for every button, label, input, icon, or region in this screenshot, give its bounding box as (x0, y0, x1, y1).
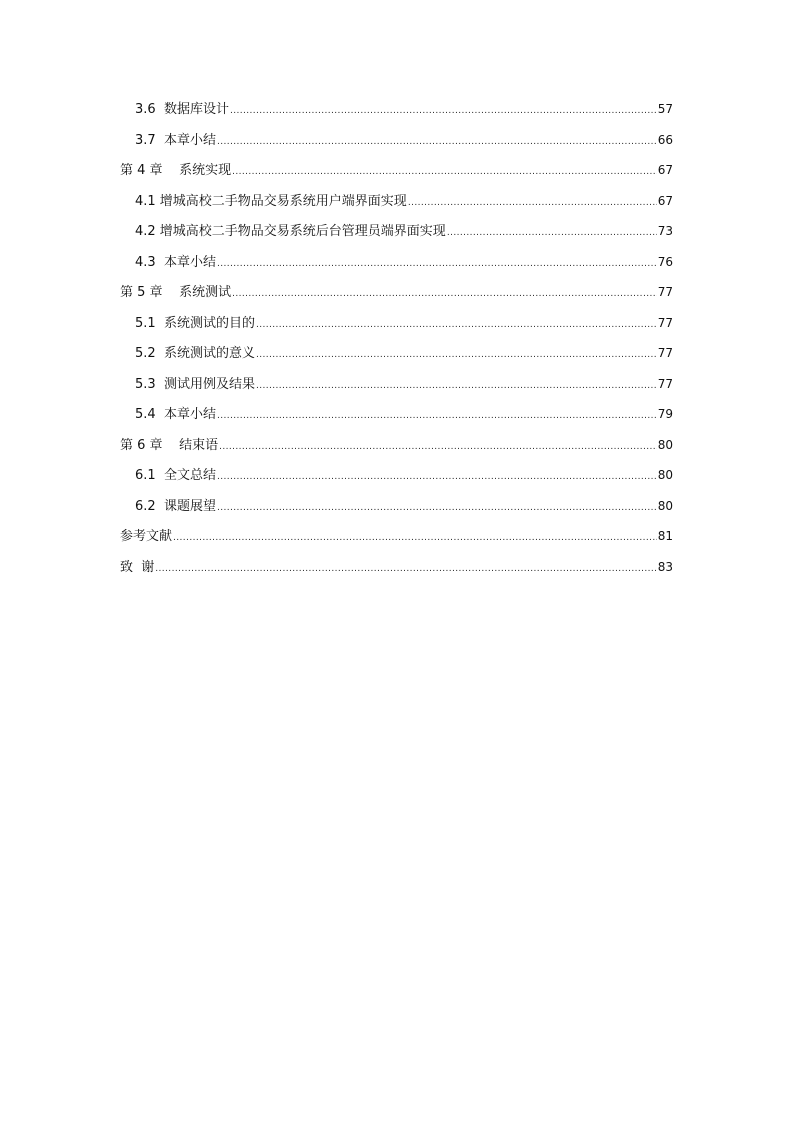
toc-page-number: 66 (657, 132, 673, 147)
toc-entry-acknowledgements[interactable] (120, 552, 673, 583)
toc-page-number: 77 (657, 285, 673, 299)
toc-entry-3-7[interactable] (120, 125, 673, 156)
toc-page-number: 77 (657, 376, 673, 391)
toc-entry-label: 3.6 数据库设计 (135, 102, 229, 117)
toc-page-number: 73 (657, 224, 673, 238)
toc-entry-label: 4.2 增城高校二手物品交易系统后台管理员端界面实现 (135, 224, 446, 239)
toc-dot-leader (232, 279, 657, 310)
toc-page-number: 67 (657, 193, 673, 208)
toc-dot-leader (256, 340, 657, 371)
toc-page-number: 76 (657, 254, 673, 269)
toc-entry-label: 5.4 本章小结 (135, 407, 216, 422)
toc-entry-4-2[interactable] (120, 216, 673, 247)
toc-entry-5-3[interactable] (120, 369, 673, 400)
toc-entry-6-1[interactable] (120, 460, 673, 491)
toc-entry-5-2[interactable] (120, 338, 673, 369)
toc-dot-leader (447, 218, 657, 249)
toc-page-number: 81 (657, 529, 673, 543)
toc-entry-label: 5.1 系统测试的目的 (135, 315, 255, 331)
toc-dot-leader (256, 310, 657, 341)
toc-entry-references[interactable] (120, 521, 673, 552)
toc-page-number: 67 (657, 163, 673, 177)
toc-dot-leader (217, 127, 657, 158)
toc-entry-chapter-6[interactable] (120, 430, 673, 461)
toc-entry-4-1[interactable] (120, 186, 673, 217)
toc-dot-leader (217, 401, 657, 432)
toc-entry-4-3[interactable] (120, 247, 673, 278)
toc-entry-label: 5.2 系统测试的意义 (135, 346, 255, 361)
toc-dot-leader (217, 249, 657, 280)
toc-page-number: 79 (657, 407, 673, 421)
toc-page-number: 57 (657, 102, 673, 116)
toc-entry-label: 致 谢 (120, 559, 155, 575)
toc-entry-label: 6.1 全文总结 (135, 468, 216, 483)
toc-entry-5-4[interactable] (120, 399, 673, 430)
toc-entry-label: 4.1 增城高校二手物品交易系统用户端界面实现 (135, 193, 407, 209)
toc-entry-label: 第 4 章 系统实现 (120, 163, 232, 178)
toc-entry-label: 6.2 课题展望 (135, 498, 216, 514)
toc-dot-leader (217, 493, 657, 524)
toc-dot-leader (230, 96, 657, 127)
toc-page-number: 80 (657, 468, 673, 482)
toc-entry-label: 4.3 本章小结 (135, 254, 216, 270)
toc-dot-leader (217, 462, 657, 493)
toc-dot-leader (256, 371, 657, 402)
toc-dot-leader (173, 523, 657, 554)
toc-entry-chapter-4[interactable] (120, 155, 673, 186)
toc-entry-5-1[interactable] (120, 308, 673, 339)
toc-page-number: 80 (657, 498, 673, 513)
toc-entry-chapter-5[interactable] (120, 277, 673, 308)
toc-dot-leader (155, 554, 656, 585)
toc-page-number: 77 (657, 346, 673, 360)
toc-entry-label: 参考文献 (120, 529, 173, 544)
toc-entry-3-6[interactable] (120, 94, 673, 125)
toc-page-number: 80 (657, 437, 673, 452)
toc-page-number: 77 (657, 315, 673, 330)
toc-entry-6-2[interactable] (120, 491, 673, 522)
toc-dot-leader (219, 432, 657, 463)
toc-entry-label: 第 5 章 系统测试 (120, 285, 232, 300)
toc-entry-label: 第 6 章 结束语 (120, 437, 219, 453)
toc-page-number: 83 (657, 559, 673, 574)
table-of-contents (120, 94, 673, 582)
toc-dot-leader (232, 157, 657, 188)
toc-entry-label: 3.7 本章小结 (135, 132, 216, 148)
toc-entry-label: 5.3 测试用例及结果 (135, 376, 255, 392)
toc-dot-leader (408, 188, 657, 219)
